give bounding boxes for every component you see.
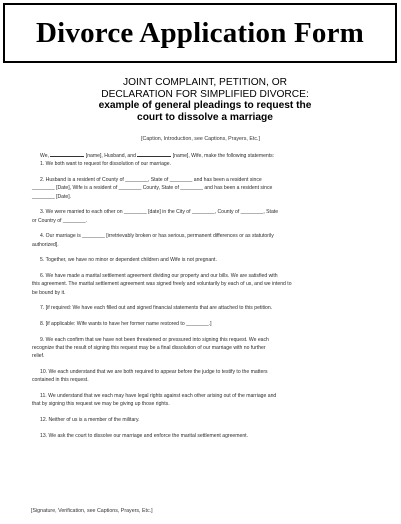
paragraph-line: 9. We each confirm that we have not been threatened or pressured into signing this request. We each [40,336,269,343]
paragraph-line: this agreement. The marital settlement agreement was signed freely and voluntarily by each of us, and we intend to [32,281,292,288]
heading-line-4: court to dissolve a marriage [137,111,273,123]
heading-line-2: DECLARATION FOR SIMPLIFIED DIVORCE: [101,88,309,100]
intro-text-b: [name], Husband, and [84,153,138,159]
paragraph-4 [30,232,372,249]
intro-text-c: [name], Wife, make the following statements: [171,153,275,159]
paragraph-5 [30,256,372,264]
caption-introduction: [Caption, Introduction, see Captions, Prayers, Etc.] [141,136,260,142]
document-heading [40,77,370,123]
paragraph-line: 4. Our marriage is ________ [irretrievably broken or has serious, permanent differences or as statutorily [40,233,274,240]
wife-name-blank [137,152,171,157]
paragraph-10 [30,368,372,385]
husband-name-blank [50,152,84,157]
paragraph-line: 1. We both want to request for dissolution of our marriage. [40,161,171,168]
paragraph-line: or Country of ________. [32,217,87,224]
paragraph-13 [30,432,372,440]
heading-line-1: JOINT COMPLAINT, PETITION, OR [123,77,287,88]
paragraph-line: be bound by it. [32,289,66,296]
paragraph-line: ________ [Date], Wife is a resident of ________ County, State of ________ and has been a resident since [32,185,273,192]
paragraph-line: 7. [if required: We have each filled out and signed financial statements that are attached to this petition. [40,305,273,312]
paragraph-7 [30,304,372,312]
paragraph-line: authorized]. [32,241,59,248]
intro-text-a: We, [40,153,51,159]
paragraph-line: that by signing this request we may be giving up those rights. [32,401,170,408]
paragraph-line: 5. Together, we have no minor or dependent children and Wife is not pregnant. [40,257,217,264]
numbered-paragraphs [30,160,372,440]
paragraph-line: 3. We were married to each other on ________ [date] in the City of ________, County of ________, State [40,209,279,216]
paragraph-11 [30,392,372,409]
paragraph-1 [30,160,372,168]
paragraph-12 [30,416,372,424]
paragraph-line: 11. We understand that we each may have legal rights against each other arising out of the marriage and [40,393,277,399]
paragraph-line: 13. We ask the court to dissolve our marriage and enforce the marital settlement agreement. [40,432,249,439]
heading-line-3: example of general pleadings to request the [98,100,312,112]
paragraph-line: 8. [if applicable: Wife wants to have her former name restored to ________.] [40,321,212,327]
document-body [30,152,372,447]
page-title: Divorce Application Form [35,16,365,49]
paragraph-line: relief. [32,353,45,360]
paragraph-line: 10. We each understand that we are both required to appear before the judge to testify to the matters [40,369,268,375]
paragraph-2 [30,176,372,201]
paragraph-8 [30,320,372,328]
paragraph-line: 12. Neither of us is a member of the military. [40,417,140,423]
paragraph-6 [30,272,372,297]
paragraph-line: 6. We have made a marital settlement agreement dividing our property and our bills. We are satisfied with [40,273,278,279]
paragraph-9 [30,336,372,361]
paragraph-line: 2. Husband is a resident of County of ________, State of ________ and has been a resident since [40,177,262,183]
paragraph-line: recognize that the result of signing this request may be a final dissolution of our marriage with no further [32,345,266,351]
paragraph-line: ________ [Date]. [32,193,72,200]
title-box [3,3,397,63]
paragraph-3 [30,208,372,225]
caption-signature: [Signature, Verification, see Captions, Prayers, Etc.] [31,508,153,514]
intro-statement [30,152,372,160]
paragraph-line: contained in this request. [32,377,89,384]
